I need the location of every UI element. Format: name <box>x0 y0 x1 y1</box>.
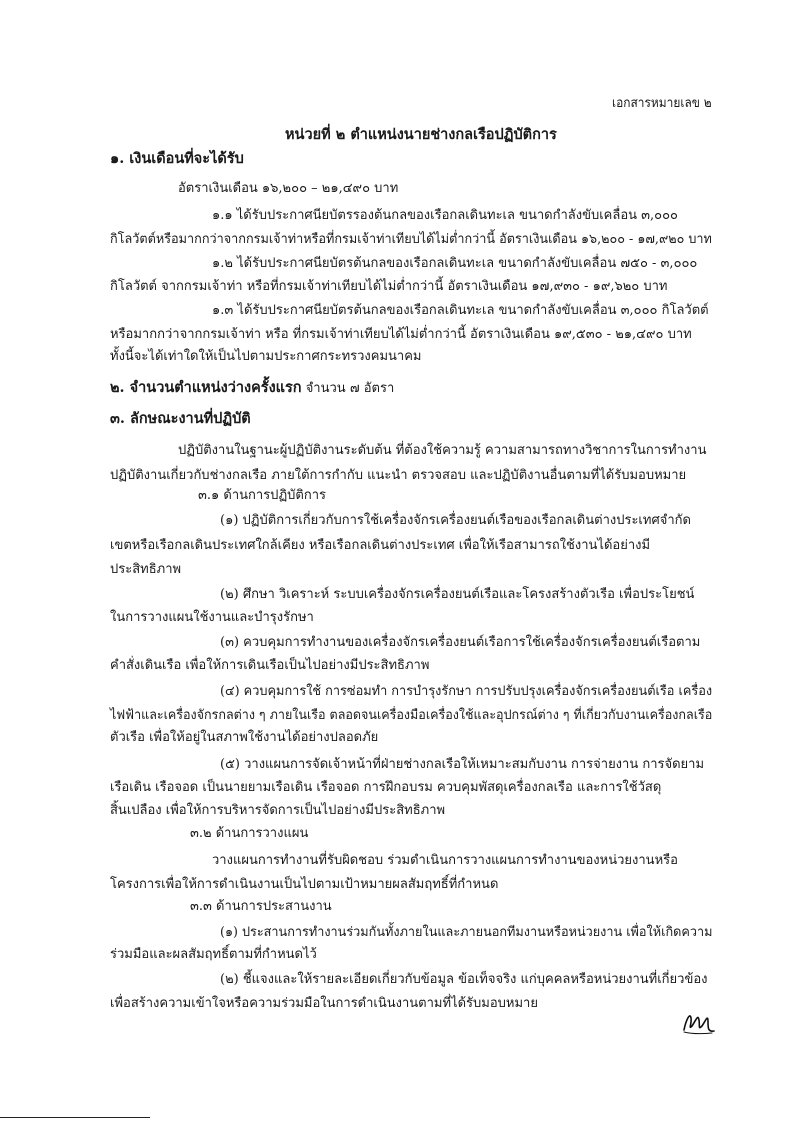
signature-initials <box>678 1004 718 1038</box>
section-1-heading: ๑. เงินเดือนที่จะได้รับ <box>110 150 244 167</box>
coordination-item-1-line-2: ร่วมมือและผลสัมฤทธิ์ตามที่กำหนดไว้ <box>110 947 317 962</box>
section-3-heading: ๓. ลักษณะงานที่ปฏิบัติ <box>110 410 251 427</box>
operation-item-2-line-2: ในการวางแผนใช้งานและบำรุงรักษา <box>110 610 314 625</box>
section-3-intro-line-1: ปฏิบัติงานในฐานะผู้ปฏิบัติงานระดับต้น ที่ต้องใช้ความรู้ ความสามารถทางวิชาการในการทำงาน <box>178 443 707 458</box>
subsection-3-2-heading: ๓.๒ ด้านการวางแผน <box>190 826 309 841</box>
operation-item-5-line-3: สิ้นเปลือง เพื่อให้การบริหารจัดการเป็นไปอย่างมีประสิทธิภาพ <box>110 803 446 818</box>
section-2-text: จำนวน ๗ อัตรา <box>301 381 395 396</box>
salary-item-3-line-2: หรือมากกว่าจากกรมเจ้าท่า หรือ ที่กรมเจ้าท่าเทียบได้ไม่ต่ำกว่านี้ อัตราเงินเดือน ๑๙,๕๓๐ - ๒๑,๔๙๐ บาท <box>110 327 692 342</box>
salary-item-3-line-3: ทั้งนี้จะได้เท่าใดให้เป็นไปตามประกาศกระทรวงคมนาคม <box>110 349 422 364</box>
section-2-heading: ๒. จำนวนตำแหน่งว่างครั้งแรก <box>110 379 302 396</box>
operation-item-2-line-1: (๒) ศึกษา วิเคราะห์ ระบบเครื่องจักรเครื่องยนต์เรือและโครงสร้างตัวเรือ เพื่อประโยชน์ <box>220 587 695 602</box>
footer-rule <box>0 1117 150 1118</box>
operation-item-4-line-3: ตัวเรือ เพื่อให้อยู่ในสภาพใช้งานได้อย่างปลอดภัย <box>110 730 379 745</box>
salary-item-1-line-1: ๑.๑ ได้รับประกาศนียบัตรรองต้นกลของเรือกลเดินทะเล ขนาดกำลังขับเคลื่อน ๓,๐๐๐ <box>212 208 678 223</box>
salary-item-2-line-2: กิโลวัตต์ จากกรมเจ้าท่า หรือที่กรมเจ้าท่าเทียบได้ไม่ต่ำกว่านี้ อัตราเงินเดือน ๑๗,๙๓๐ - ๑๙,๖๒๐ บาท <box>110 279 668 294</box>
operation-item-5-line-1: (๕) วางแผนการจัดเจ้าหน้าที่ฝ่ายช่างกลเรือให้เหมาะสมกับงาน การจ่ายงาน การจัดยาม <box>220 757 705 772</box>
coordination-item-2-line-1: (๒) ชี้แจงและให้รายละเอียดเกี่ยวกับข้อมูล ข้อเท็จจริง แก่บุคคลหรือหน่วยงานที่เกี่ยวข้อง <box>220 972 708 987</box>
section-3-intro-line-2: ปฏิบัติงานเกี่ยวกับช่างกลเรือ ภายใต้การกำกับ แนะนำ ตรวจสอบ และปฏิบัติงานอื่นตามที่ได้รับมอบหมาย <box>110 468 687 483</box>
salary-item-3-line-1: ๑.๓ ได้รับประกาศนียบัตรต้นกลของเรือกลเดินทะเล ขนาดกำลังขับเคลื่อน ๓,๐๐๐ กิโลวัตต์ <box>212 303 709 318</box>
coordination-item-1-line-1: (๑) ประสานการทำงานร่วมกันทั้งภายในและภายนอกทีมงานหรือหน่วยงาน เพื่อให้เกิดความ <box>220 925 713 940</box>
planning-line-1: วางแผนการทำงานที่รับผิดชอบ ร่วมดำเนินการวางแผนการทำงานของหน่วยงานหรือ <box>212 853 678 868</box>
subsection-3-3-heading: ๓.๓ ด้านการประสานงาน <box>190 899 332 914</box>
operation-item-4-line-1: (๔) ควบคุมการใช้ การซ่อมทำ การบำรุงรักษา การปรับปรุงเครื่องจักรเครื่องยนต์เรือ เครื่อง <box>220 684 713 699</box>
page-title: หน่วยที่ ๒ ตำแหน่งนายช่างกลเรือปฏิบัติการ <box>285 126 557 143</box>
salary-item-2-line-1: ๑.๒ ได้รับประกาศนียบัตรต้นกลของเรือกลเดินทะเล ขนาดกำลังขับเคลื่อน ๗๕๐ - ๓,๐๐๐ <box>212 256 698 271</box>
operation-item-1-line-3: ประสิทธิภาพ <box>110 562 182 577</box>
coordination-item-2-line-2: เพื่อสร้างความเข้าใจหรือความร่วมมือในการดำเนินงานตามที่ได้รับมอบหมาย <box>110 996 538 1011</box>
operation-item-4-line-2: ไฟฟ้าและเครื่องจักรกลต่าง ๆ ภายในเรือ ตลอดจนเครื่องมือเครื่องใช้และอุปกรณ์ต่าง ๆ ที่เกี่ยวกับงานเครื่องกลเรือ <box>110 708 713 723</box>
operation-item-3-line-2: คำสั่งเดินเรือ เพื่อให้การเดินเรือเป็นไปอย่างมีประสิทธิภาพ <box>110 658 430 673</box>
operation-item-1-line-1: (๑) ปฏิบัติการเกี่ยวกับการใช้เครื่องจักรเครื่องยนต์เรือของเรือกลเดินต่างประเทศจำกัด <box>220 513 691 528</box>
section-2-line <box>110 379 394 398</box>
planning-line-2: โครงการเพื่อให้การดำเนินงานเป็นไปตามเป้าหมายผลสัมฤทธิ์ที่กำหนด <box>110 877 499 892</box>
salary-item-1-line-2: กิโลวัตต์หรือมากกว่าจากกรมเจ้าท่าหรือที่กรมเจ้าท่าเทียบได้ไม่ต่ำกว่านี้ อัตราเงินเดือน ๑๖,๒๐๐ - ๑๗,๙๒๐ บาท <box>110 232 712 247</box>
document-number: เอกสารหมายเลข ๒ <box>612 95 712 111</box>
operation-item-3-line-1: (๓) ควบคุมการทำงานของเครื่องจักรเครื่องยนต์เรือการใช้เครื่องจักรเครื่องยนต์เรือตาม <box>220 635 701 650</box>
subsection-3-1-heading: ๓.๑ ด้านการปฏิบัติการ <box>198 488 327 503</box>
operation-item-5-line-2: เรือเดิน เรือจอด เป็นนายยามเรือเดิน เรือจอด การฝึกอบรม ควบคุมพัสดุเครื่องกลเรือ และการใช้วัสดุ <box>110 780 662 795</box>
operation-item-1-line-2: เขตหรือเรือกลเดินประเทศใกล้เคียง หรือเรือกลเดินต่างประเทศ เพื่อให้เรือสามารถใช้งานได้อย่างมี <box>110 538 651 553</box>
salary-rate: อัตราเงินเดือน ๑๖,๒๐๐ – ๒๑,๔๙๐ บาท <box>178 181 399 196</box>
